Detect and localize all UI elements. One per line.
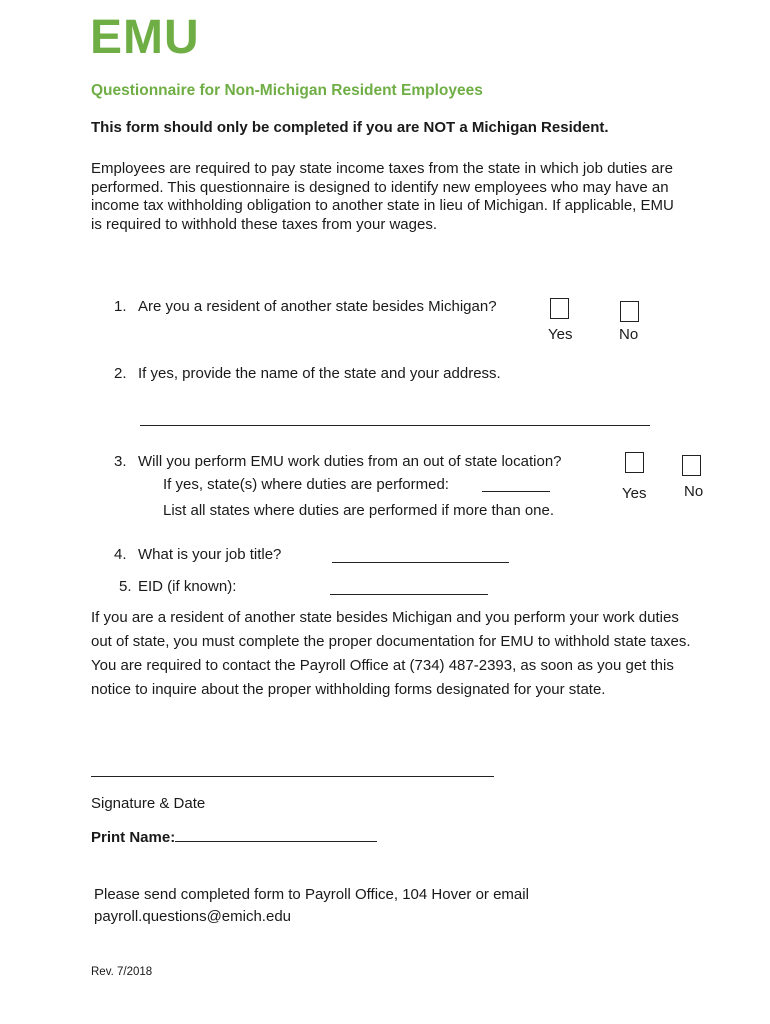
question-number: 4. — [114, 546, 127, 563]
state-address-field[interactable] — [140, 425, 650, 426]
q3-states-field[interactable] — [482, 491, 550, 492]
question-5 — [119, 578, 236, 595]
q3-states-label: If yes, state(s) where duties are performed: — [163, 476, 449, 493]
q3-yes-label: Yes — [622, 485, 647, 502]
revision-label: Rev. 7/2018 — [91, 966, 153, 978]
print-name-field[interactable] — [175, 840, 377, 842]
question-number: 2. — [114, 365, 127, 382]
question-number: 5. — [119, 578, 132, 595]
emu-logo: EMU — [90, 11, 200, 64]
q1-yes-label: Yes — [548, 326, 573, 343]
eid-field[interactable] — [330, 594, 488, 595]
question-text: EID (if known): — [138, 578, 237, 595]
q1-yes-checkbox[interactable] — [550, 298, 569, 319]
question-text: If yes, provide the name of the state and your address. — [138, 365, 501, 382]
q3-yes-checkbox[interactable] — [625, 452, 644, 473]
question-1 — [114, 298, 497, 315]
signature-line[interactable] — [91, 776, 494, 777]
signature-label: Signature & Date — [91, 795, 206, 812]
question-text: Will you perform EMU work duties from an out of state location? — [138, 453, 562, 470]
q3-no-checkbox[interactable] — [682, 455, 701, 476]
job-title-field[interactable] — [332, 562, 509, 563]
intro-paragraph: Employees are required to pay state income taxes from the state in which job duties are performed. This questionnaire is designed to identify new employees who may have an income tax withholding obligation to another state in lieu of Michigan. If applicable, EMU is required to withhold these taxes from your wages. — [91, 160, 674, 233]
question-2 — [114, 365, 501, 382]
question-3 — [114, 453, 562, 470]
question-number: 1. — [114, 298, 127, 315]
question-number: 3. — [114, 453, 127, 470]
q1-no-label: No — [619, 326, 639, 343]
q1-no-checkbox[interactable] — [620, 301, 639, 322]
instructions-paragraph: If you are a resident of another state besides Michigan and you perform your work duties out of state, you must complete the proper documentation for EMU to withhold state taxes. You are required to contact the Payroll Office at (734) 487-2393, as soon as you get this notice to inquire about the proper withholding forms designated for your state. — [91, 609, 691, 698]
q3-list-all-note: List all states where duties are performed if more than one. — [163, 502, 555, 519]
q3-states-prompt — [163, 476, 449, 493]
send-instructions: Please send completed form to Payroll Office, 104 Hover or email payroll.questions@emich.edu — [94, 886, 529, 925]
q3-no-label: No — [684, 483, 704, 500]
question-4 — [114, 546, 281, 563]
resident-notice: This form should only be completed if you are NOT a Michigan Resident. — [91, 119, 609, 136]
question-text: What is your job title? — [138, 546, 282, 563]
form-title: Questionnaire for Non-Michigan Resident Employees — [91, 82, 483, 99]
question-text: Are you a resident of another state besides Michigan? — [138, 298, 497, 315]
print-name-label: Print Name: — [91, 829, 176, 846]
print-name-row — [91, 829, 377, 846]
